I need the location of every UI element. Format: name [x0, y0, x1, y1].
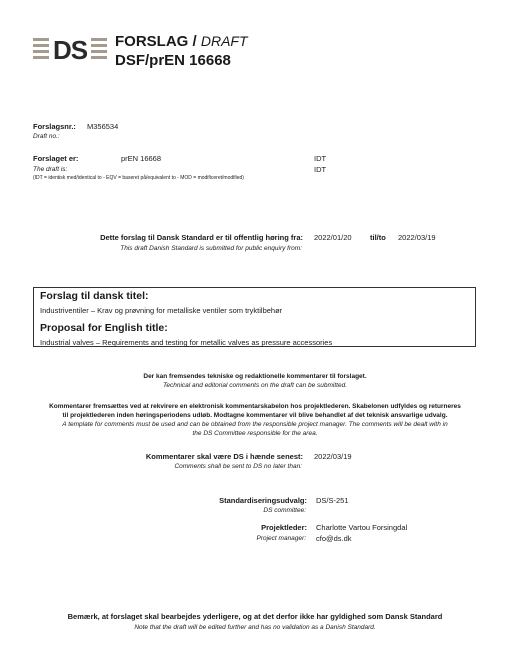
committee-value: DS/S-251 [316, 496, 349, 505]
title-bold: FORSLAG / [115, 33, 197, 50]
comments-template-line-1: Kommentarer fremsættes ved at rekvirere en elektronisk kommentarskabelon hos projektlederen. Skabelonen udfyldes og returneres [49, 403, 461, 410]
enquiry-from-date: 2022/01/20 [314, 233, 352, 242]
footer-note: Bemærk, at forslaget skal bearbejdes yderligere, og at det derfor ikke har gyldighed som Dansk Standard [67, 612, 443, 621]
english-title-heading: Proposal for English title: [40, 322, 168, 334]
comments-template-line-2: til projektlederen inden høringsperiodens udløb. Modtagne kommentarer vil blive behandlet af det teknisk ansvarlige udvalg. [62, 412, 448, 419]
proposal-number-label: Forslagsnr.: [33, 122, 76, 131]
deadline-label-en: Comments shall be sent to DS no later than: [174, 463, 302, 470]
proposal-number-label-en: Draft no.: [33, 133, 60, 140]
draft-is-code: IDT [314, 154, 327, 163]
project-manager-name: Charlotte Vartou Forsingdal [316, 523, 408, 532]
committee-label-en: DS committee: [263, 507, 306, 514]
danish-title-heading: Forslag til dansk titel: [40, 290, 149, 302]
footer-note-en: Note that the draft will be edited further and has no validation as a Danish Standard. [134, 624, 376, 631]
comments-info-line: Der kan fremsendes tekniske og redaktionelle kommentarer til forslaget. [143, 373, 367, 380]
enquiry-to-label: til/to [370, 233, 386, 242]
draft-is-value: prEN 16668 [121, 154, 162, 163]
ds-logo-graphic [33, 36, 109, 62]
comments-info-line-en: Technical and editorial comments on the draft can be submitted. [162, 382, 348, 389]
logo-text: DS [52, 36, 88, 62]
draft-is-label: Forslaget er: [33, 154, 79, 163]
ds-logo [33, 36, 109, 62]
deadline-value: 2022/03/19 [314, 452, 352, 461]
title-italic: DRAFT [200, 33, 248, 49]
project-manager-label-en: Project manager: [256, 535, 306, 542]
deadline-label: Kommentarer skal være DS i hænde senest: [145, 452, 303, 461]
draft-is-code-en: IDT [314, 165, 327, 174]
draft-is-label-en: The draft is: [33, 166, 68, 173]
comments-template-line-1-en: A template for comments must be used and can be obtained from the responsible project manager. The comments will be dealt with in [62, 421, 448, 428]
equivalence-legend: (IDT = identisk med/identical to - EQV = baseret på/equivalent to - MOD = modificeret/modified) [33, 175, 244, 181]
logo-left-stripes [33, 38, 49, 59]
document-subtitle: DSF/prEN 16668 [115, 52, 231, 69]
comments-template-line-2-en: the DS Committee responsible for the area. [192, 430, 318, 437]
enquiry-label: Dette forslag til Dansk Standard er til offentlig høring fra: [100, 233, 303, 242]
project-manager-email[interactable]: cfo@ds.dk [316, 534, 352, 543]
english-title-text: Industrial valves – Requirements and testing for metallic valves as pressure accessories [40, 338, 333, 347]
project-manager-label: Projektleder: [261, 523, 307, 532]
proposal-number-value: M356534 [87, 122, 119, 131]
enquiry-label-en: This draft Danish Standard is submitted for public enquiry from: [120, 245, 302, 252]
document-title [115, 33, 248, 50]
committee-label: Standardiseringsudvalg: [219, 496, 307, 505]
enquiry-to-date: 2022/03/19 [398, 233, 436, 242]
logo-right-stripes [91, 38, 107, 59]
danish-title-text: Industriventiler – Krav og prøvning for metalliske ventiler som tryktilbehør [40, 306, 283, 315]
